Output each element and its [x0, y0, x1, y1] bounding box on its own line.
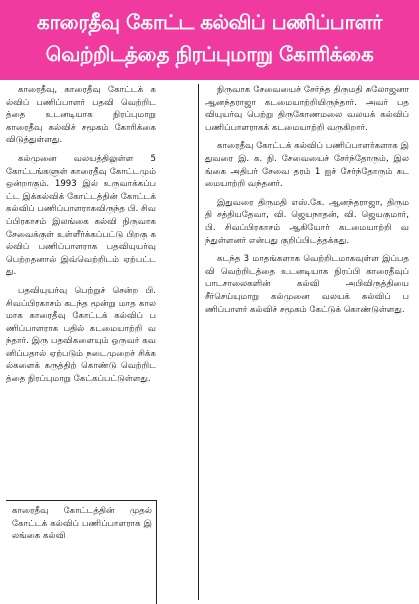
article-left-column — [6, 84, 156, 392]
article-paragraph: காரைதீவு கோட்டக் கல்விப் பணிப்பாளர்களாக இதுவரை இ. க. நி. சேவையைச் சேர்ந்தோரும், இலங்கை அதிபர் சேவை தரம் 1 ஐச் சேர்ந்தோரும் கடமையாற்றி வந்தனர். — [205, 141, 409, 190]
column-divider-vertical — [198, 84, 199, 600]
article-paragraph: இதுவரை திருமதி எஸ்.கே. ஆனந்தராஜா, திருமதி சத்தியதேவா, வி. ஜெயநாதன், வி. ஜெயகுமார், பி. சிவப்பிரகாசம் ஆகியோர் கடமையாற்றி வந்துள்ளனர் என்பது குறிப்பிடத்தக்கது. — [205, 197, 409, 246]
column-divider-horizontal — [6, 500, 156, 501]
headline-banner — [0, 0, 419, 80]
article-right-column — [205, 84, 409, 322]
headline-line-1: காரைதீவு கோட்ட கல்விப் பணிப்பாளர் — [36, 10, 383, 34]
article-paragraph: கல்முனை வலயத்திலுள்ள 5 கோட்டங்களுள் காரைதீவு கோட்டமும் ஒன்றாகும். 1993 இல் உருவாக்கப்பட்ட இக்கல்விக் கோட்டத்தின் கோட்டக் கல்விப் பணிப்பாளராகவிருந்த பி. சிவப்பிரகாசம் இலங்கை கல்வி நிருவாக சேவைக்குள் உள்ளீர்க்கப்பட்டு பிறகு கல்விப் பணிப்பாளராக பதவியுயர்வு பெற்றதனால் இவ்வெற்றிடம் ஏற்பட்டது. — [6, 153, 157, 278]
column-divider-side — [156, 500, 157, 604]
article-paragraph: பதவியுயர்வு பெற்றுச் சென்ற பி. சிவப்பிரகாசம் கடந்த மூன்று மாத காலமாக காரைதீவு கோட்டக் கல்விப் பணிப்பாளராக பதில் கடமையாற்றி வந்தார். இரு பதவிகளையும் ஒருவர் கவனிப்பதால் ஏற்படும் நடைமுறைச் சிக்கல்களைக் கருத்திற் கொண்டு வெற்றிடத்தை நிரப்புமாறு கேட்கப்பட்டுள்ளது. — [6, 285, 156, 385]
article-continued-block: காரைதீவு கோட்டத்தின் முதல் கோட்டக் கல்விப் பணிப்பாளராக இலங்கை கல்வி — [12, 506, 152, 542]
article-paragraph: நிருவாக சேவையைச் சேர்ந்த திருமதி சுலோஜனா ஆனந்தராஜா கடமையாற்றியிருந்தார். அவர் பதவியுயர்வு பெற்று திருகோணமலை வலயக் கல்விப் பணிப்பாளராகக் கடமையாற்றி வருகிறார். — [205, 85, 409, 133]
article-paragraph: காரைதீவு, காரைதீவு கோட்டக் கல்விப் பணிப்பாளர் பதவி வெற்றிடத்தை உடனடியாக நிரப்புமாறு காரைதீவு கல்விச் சமூகம் கோரிக்கை விடுத்துள்ளது. — [6, 85, 156, 146]
headline-line-2: வெற்றிடத்தை நிரப்புமாறு கோரிக்கை — [45, 42, 374, 66]
article-paragraph: கடந்த 3 மாதங்களாக வெற்றிடமாகவுள்ள இப்பதவி வெற்றிடத்தை உடனடியாக நிரப்பி காரைதீவுப் பாடசாலைகளின் கல்வி அபிவிருத்தியை சீர்செய்யுமாறு கல்முனை வலயக் கல்விப் பணிப்பாளர் கல்விச் சமூகம் கேட்டுக் கொண்டுள்ளது. — [205, 254, 409, 315]
